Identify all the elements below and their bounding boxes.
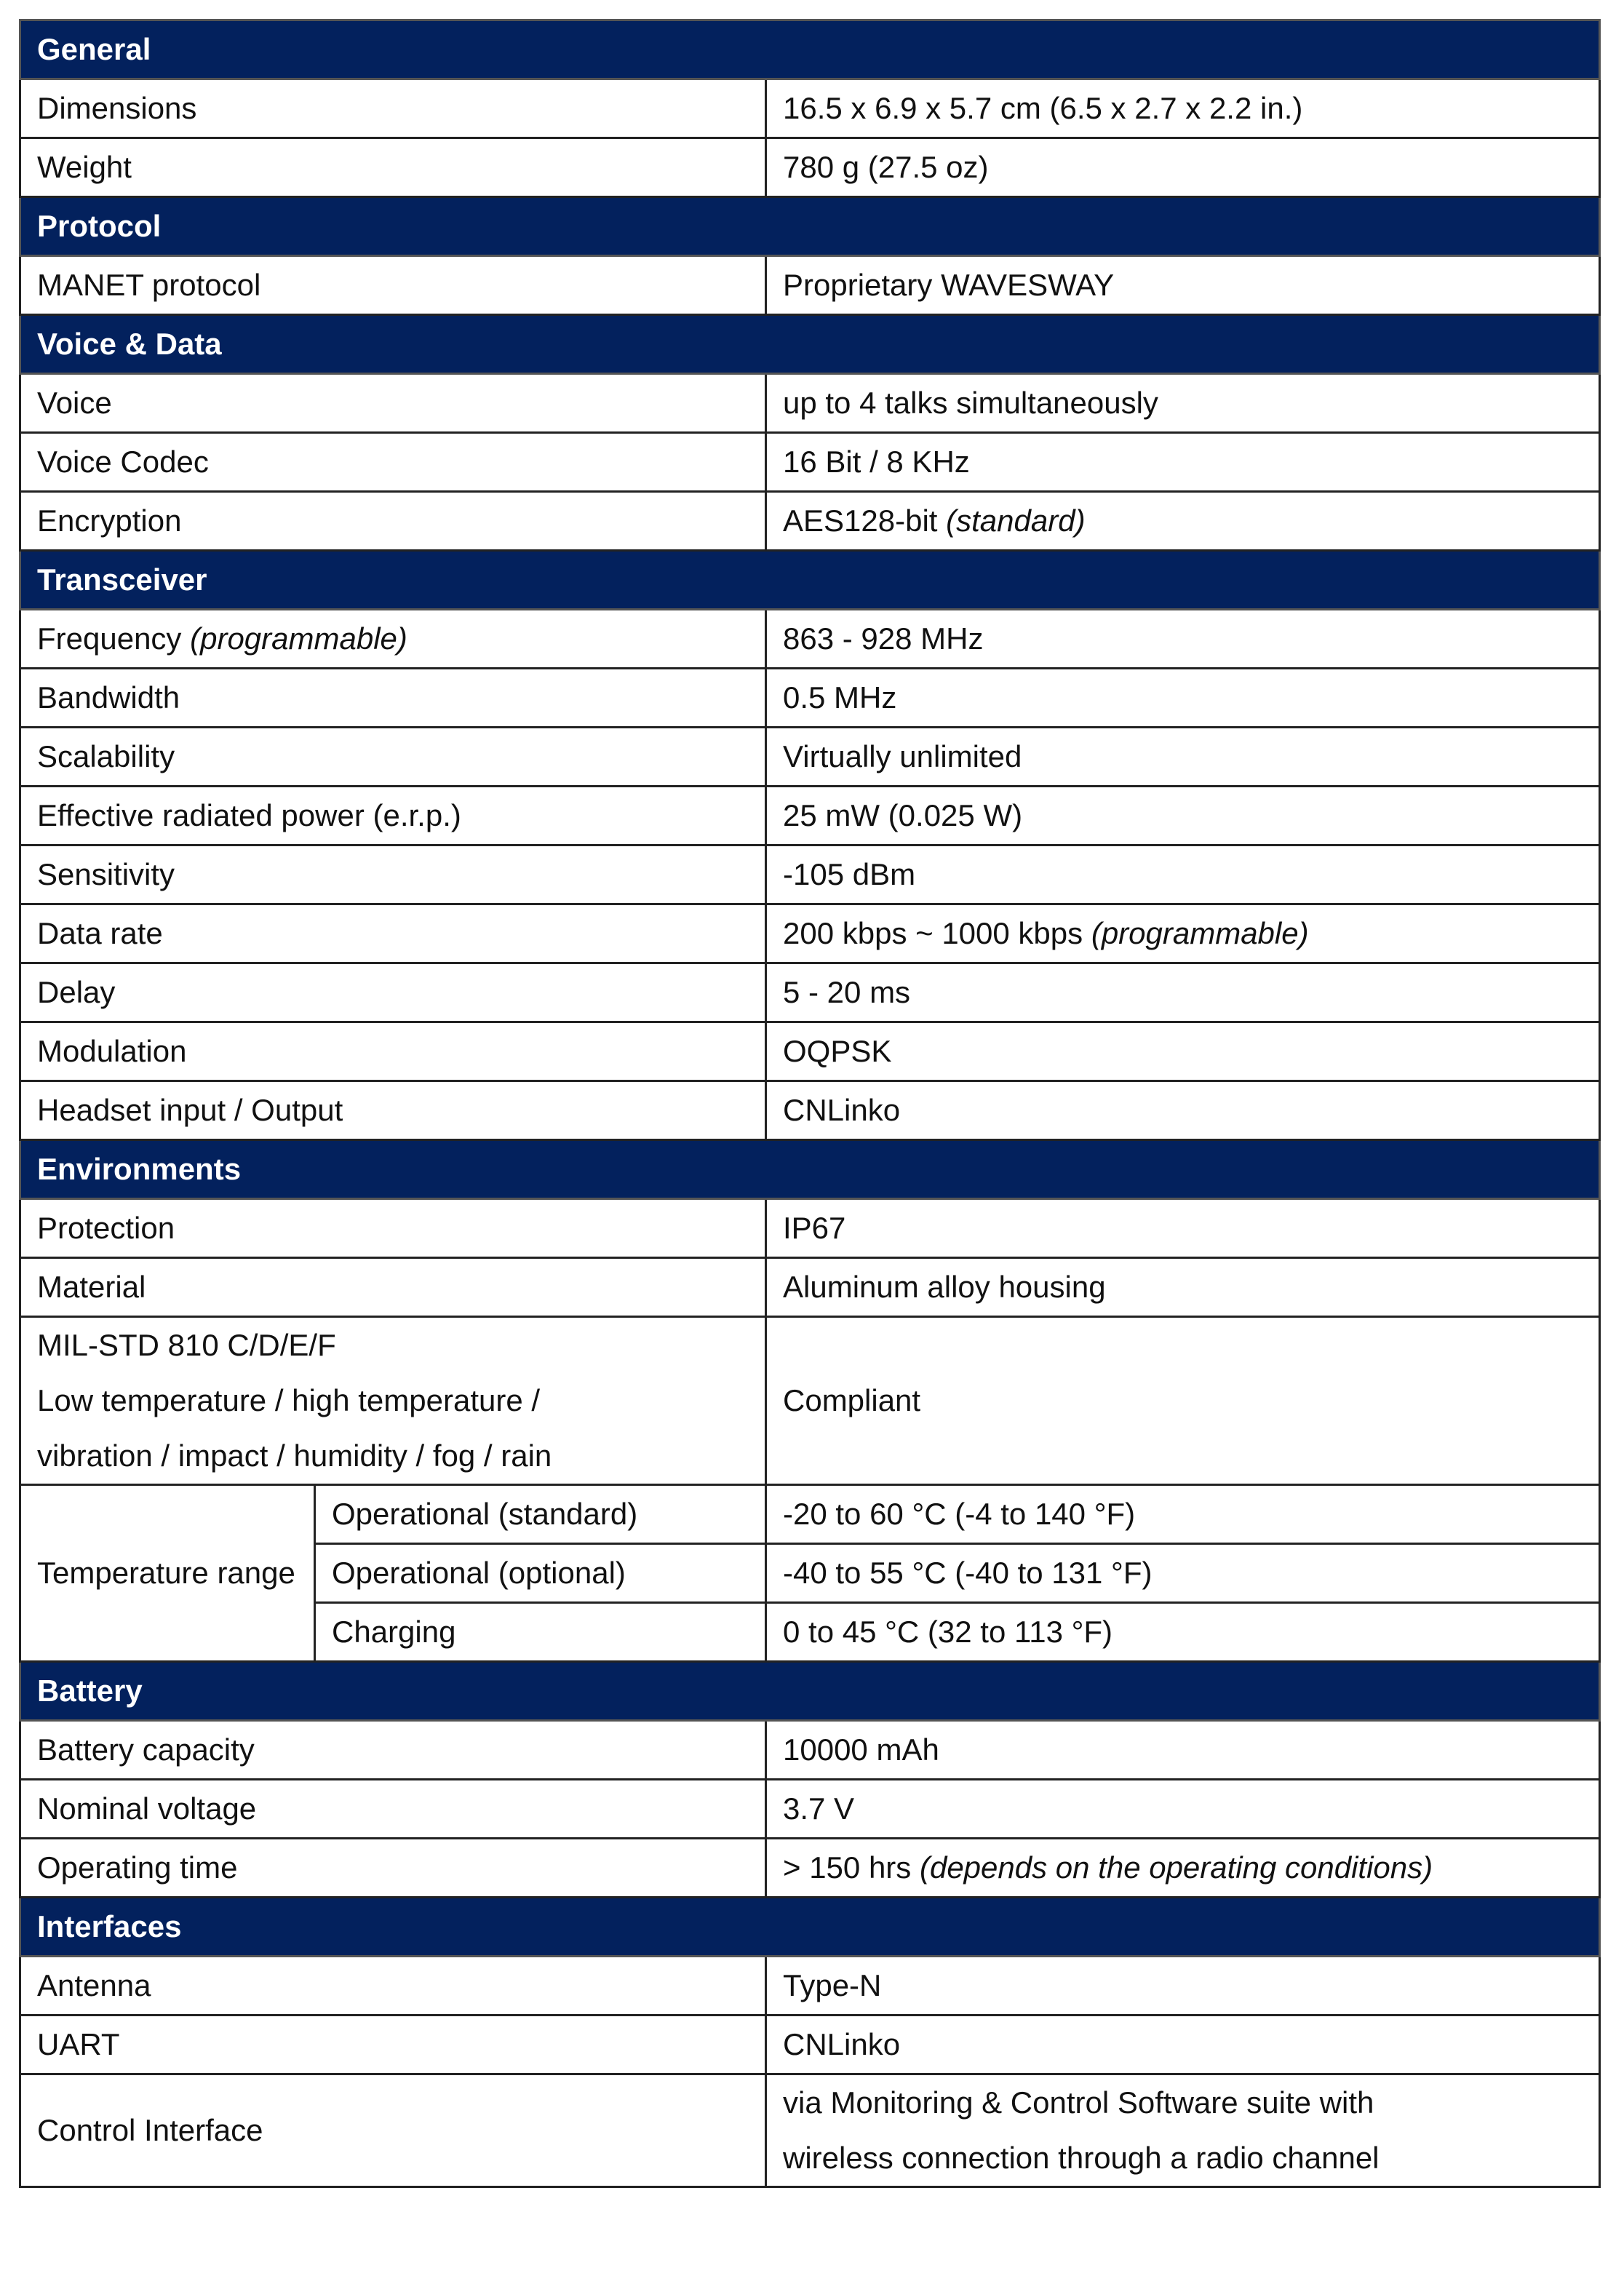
text-segment: 16.5 x 6.9 x 5.7 cm (6.5 x 2.7 x 2.2 in.) [783, 91, 1303, 125]
spec-label: Charging [315, 1603, 766, 1662]
spec-value [766, 1199, 1600, 1258]
spec-label [20, 1721, 766, 1780]
text-segment: via Monitoring & Control Software suite with [783, 2085, 1374, 2120]
table-row [20, 1839, 1600, 1898]
spec-value [766, 79, 1600, 138]
spec-value [766, 728, 1600, 787]
spec-value [766, 904, 1600, 963]
spec-value: 0 to 45 °C (32 to 113 °F) [766, 1603, 1600, 1662]
text-segment: Modulation [37, 1034, 187, 1068]
spec-label [20, 728, 766, 787]
spec-value [766, 492, 1600, 551]
spec-value [766, 1317, 1600, 1485]
table-row [20, 433, 1600, 492]
table-row [20, 1485, 1600, 1544]
text-segment: Battery capacity [37, 1732, 255, 1767]
text-segment: up to 4 talks simultaneously [783, 386, 1158, 420]
spec-label [20, 256, 766, 315]
table-row [20, 1780, 1600, 1839]
spec-value [766, 787, 1600, 845]
spec-value [766, 669, 1600, 728]
table-row [20, 138, 1600, 197]
spec-value [766, 1957, 1600, 2016]
table-row [20, 1081, 1600, 1140]
text-segment: Low temperature / high temperature / [37, 1383, 541, 1417]
section-header [20, 197, 1600, 256]
spec-label [20, 433, 766, 492]
text-segment: Scalability [37, 739, 175, 773]
spec-value: -20 to 60 °C (-4 to 140 °F) [766, 1485, 1600, 1544]
text-segment: Effective radiated power (e.r.p.) [37, 798, 461, 832]
text-segment: Aluminum alloy housing [783, 1270, 1106, 1304]
table-row [20, 492, 1600, 551]
spec-value [766, 1721, 1600, 1780]
section-header [20, 1898, 1600, 1957]
spec-label [20, 1780, 766, 1839]
text-segment: Sensitivity [37, 857, 175, 891]
text-segment: Dimensions [37, 91, 197, 125]
text-segment: Delay [37, 975, 116, 1009]
text-segment: CNLinko [783, 2027, 901, 2061]
table-row [20, 2074, 1600, 2187]
spec-label [20, 374, 766, 433]
spec-label [20, 1957, 766, 2016]
spec-value [766, 1780, 1600, 1839]
table-row [20, 728, 1600, 787]
text-segment: Weight [37, 150, 132, 184]
text-segment: vibration / impact / humidity / fog / rain [37, 1439, 552, 1473]
table-row [20, 1317, 1600, 1485]
text-segment: wireless connection through a radio channel [783, 2141, 1380, 2175]
spec-value: -40 to 55 °C (-40 to 131 °F) [766, 1544, 1600, 1603]
text-segment: 5 - 20 ms [783, 975, 911, 1009]
spec-value [766, 256, 1600, 315]
text-segment: > 150 hrs [783, 1850, 920, 1885]
spec-label [20, 492, 766, 551]
italic-note: (depends on the operating conditions) [919, 1850, 1433, 1885]
spec-label [20, 1022, 766, 1081]
text-segment: Bandwidth [37, 680, 180, 715]
text-segment: Protection [37, 1211, 175, 1245]
text-segment: Encryption [37, 504, 182, 538]
text-segment: Antenna [37, 1968, 151, 2002]
table-row [20, 1721, 1600, 1780]
text-segment: CNLinko [783, 1093, 901, 1127]
text-segment: Nominal voltage [37, 1791, 257, 1826]
spec-value [766, 138, 1600, 197]
spec-value [766, 433, 1600, 492]
spec-value [766, 2074, 1600, 2187]
text-segment: MIL-STD 810 C/D/E/F [37, 1328, 336, 1362]
spec-value [766, 374, 1600, 433]
spec-label [20, 2074, 766, 2187]
spec-label [20, 963, 766, 1022]
text-segment: Virtually unlimited [783, 739, 1022, 773]
section-header [20, 20, 1600, 79]
text-segment: Control Interface [37, 2113, 263, 2147]
spec-value [766, 963, 1600, 1022]
table-row [20, 845, 1600, 904]
text-segment: AES128-bit [783, 504, 947, 538]
text-segment: Compliant [783, 1383, 921, 1417]
spec-label [20, 669, 766, 728]
section-header [20, 1662, 1600, 1721]
text-segment: IP67 [783, 1211, 846, 1245]
table-row [20, 1957, 1600, 2016]
text-segment: 200 kbps ~ 1000 kbps [783, 916, 1091, 950]
spec-value [766, 1081, 1600, 1140]
table-row [20, 904, 1600, 963]
text-segment: 0.5 MHz [783, 680, 897, 715]
spec-label [20, 1839, 766, 1898]
spec-value [766, 1258, 1600, 1317]
spec-label [20, 1317, 766, 1485]
text-segment: Voice Codec [37, 445, 209, 479]
spec-value [766, 1022, 1600, 1081]
section-title: Voice & Data [20, 315, 1600, 374]
section-header [20, 1140, 1600, 1199]
text-segment: MANET protocol [37, 268, 261, 302]
spec-label [20, 787, 766, 845]
section-title: General [20, 20, 1600, 79]
spec-label [20, 904, 766, 963]
spec-label [20, 1258, 766, 1317]
table-row [20, 1258, 1600, 1317]
spec-table-body [20, 20, 1600, 2187]
table-row [20, 1022, 1600, 1081]
text-segment: Operating time [37, 1850, 238, 1885]
text-segment: Type-N [783, 1968, 882, 2002]
section-title: Transceiver [20, 551, 1600, 610]
text-segment: Material [37, 1270, 146, 1304]
table-row [20, 256, 1600, 315]
group-label: Temperature range [20, 1485, 315, 1662]
spec-label: Operational (optional) [315, 1544, 766, 1603]
text-segment: 10000 mAh [783, 1732, 939, 1767]
text-segment: 16 Bit / 8 KHz [783, 445, 970, 479]
text-segment: 863 - 928 MHz [783, 621, 984, 656]
text-segment: 3.7 V [783, 1791, 855, 1826]
text-segment: 780 g (27.5 oz) [783, 150, 989, 184]
text-segment: OQPSK [783, 1034, 892, 1068]
text-segment: -105 dBm [783, 857, 916, 891]
spec-value [766, 610, 1600, 669]
spec-label [20, 1081, 766, 1140]
text-segment: 25 mW (0.025 W) [783, 798, 1023, 832]
spec-label [20, 845, 766, 904]
table-row [20, 79, 1600, 138]
table-row [20, 610, 1600, 669]
text-segment: Data rate [37, 916, 163, 950]
section-header [20, 551, 1600, 610]
text-segment: UART [37, 2027, 120, 2061]
table-row [20, 374, 1600, 433]
text-segment: Headset input / Output [37, 1093, 343, 1127]
text-segment: Proprietary WAVESWAY [783, 268, 1115, 302]
italic-note: (standard) [946, 504, 1086, 538]
section-title: Environments [20, 1140, 1600, 1199]
text-segment: Frequency [37, 621, 191, 656]
section-header [20, 315, 1600, 374]
section-title: Protocol [20, 197, 1600, 256]
spec-label [20, 2016, 766, 2074]
spec-table [19, 19, 1601, 2188]
spec-value [766, 2016, 1600, 2074]
spec-value [766, 1839, 1600, 1898]
section-title: Battery [20, 1662, 1600, 1721]
spec-value [766, 845, 1600, 904]
table-row [20, 1199, 1600, 1258]
italic-note: (programmable) [1091, 916, 1309, 950]
spec-label: Operational (standard) [315, 1485, 766, 1544]
spec-label [20, 610, 766, 669]
table-row [20, 2016, 1600, 2074]
spec-label [20, 1199, 766, 1258]
spec-label [20, 79, 766, 138]
text-segment: Voice [37, 386, 112, 420]
table-row [20, 669, 1600, 728]
table-row [20, 787, 1600, 845]
table-row [20, 963, 1600, 1022]
spec-label [20, 138, 766, 197]
italic-note: (programmable) [190, 621, 407, 656]
section-title: Interfaces [20, 1898, 1600, 1957]
